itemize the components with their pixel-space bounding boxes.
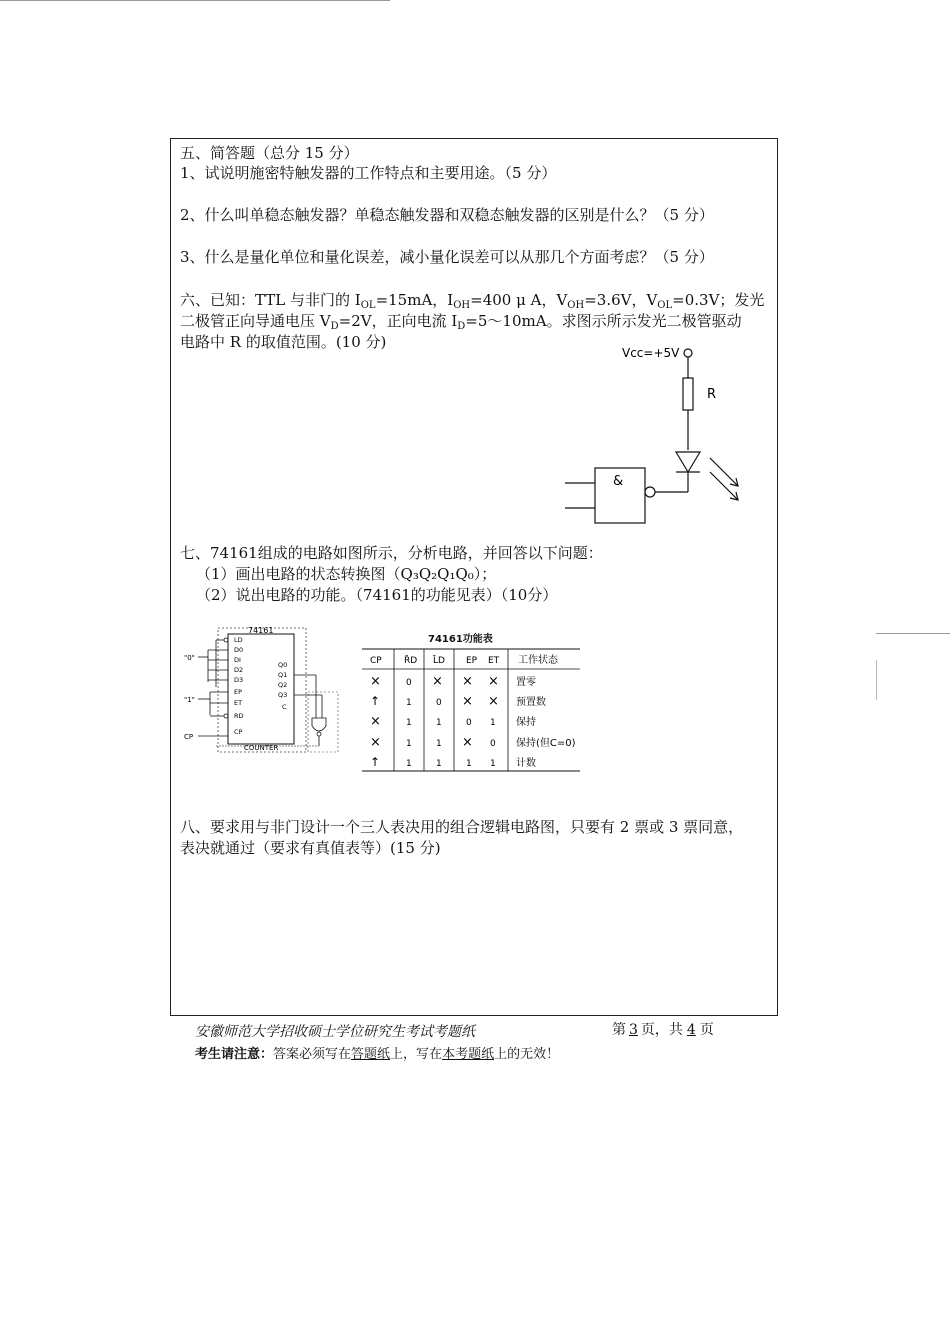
tbl-r3-state: 保持(但C=0) (516, 738, 576, 749)
s6-l1-sub3: OH (567, 300, 585, 311)
tbl-r3-ld: 1 (436, 739, 442, 749)
tbl-r2-ep: 0 (466, 718, 472, 728)
tbl-h-state: 工作状态 (518, 655, 558, 666)
tbl-r3-rd: 1 (406, 739, 412, 749)
scan-mark-right (876, 660, 877, 700)
chip-pin-ld: LD (234, 636, 243, 644)
nand-bubble (645, 487, 655, 497)
scan-line-right (876, 633, 950, 634)
tbl-r1-rd: 1 (406, 698, 412, 708)
tbl-r4-state: 计数 (516, 758, 536, 769)
section5-q2: 2、什么叫单稳态触发器？单稳态触发器和双稳态触发器的区别是什么？（5 分） (180, 206, 714, 224)
label-zero: "0" (184, 654, 195, 662)
chip-pin-d0: D0 (234, 646, 244, 654)
chip-pin-q0: Q0 (278, 661, 288, 669)
chip-pin-d2: D2 (234, 666, 244, 674)
section7-line1: 七、74161组成的电路如图所示，分析电路，并回答以下问题： (180, 544, 603, 562)
vcc-label: Vcc=+5V (622, 346, 680, 360)
tbl-r2-cp: × (370, 714, 381, 729)
tbl-h-ld: L̄D (433, 656, 445, 666)
tbl-r2-ld: 1 (436, 718, 442, 728)
led-arrow-1 (710, 458, 738, 486)
s6-l2-sub1: D (330, 321, 339, 332)
s6-l1-c: =400 μ A，V (470, 291, 568, 309)
notice-e: 上的无效！ (494, 1047, 560, 1062)
vcc-terminal (684, 349, 692, 357)
tbl-r0-ld: × (432, 674, 443, 689)
tbl-h-et: ET (488, 656, 500, 666)
section7-line3: （2）说出电路的功能。（74161的功能见表）（10分） (196, 586, 558, 604)
resistor-label: R (707, 387, 717, 402)
section5-q3: 3、什么是量化单位和量化误差，减小量化误差可以从那几个方面考虑？（5 分） (180, 248, 714, 266)
chip-pin-q2: Q2 (278, 681, 288, 689)
notice-d: 本考题纸 (442, 1047, 495, 1062)
nand-symbol: & (613, 474, 624, 489)
s6-l2-a: 二极管正向导通电压 V (180, 312, 331, 330)
footer-school: 安徽师范大学招收硕士学位研究生考试考题纸 (195, 1024, 475, 1040)
section5-q1: 1、试说明施密特触发器的工作特点和主要用途。（5 分） (180, 164, 557, 182)
chip-pin-et: ET (234, 699, 243, 707)
feedback-bubble (317, 732, 321, 736)
s6-l1-sub2: OH (453, 300, 471, 311)
func-table (362, 645, 584, 775)
tbl-r1-state: 预置数 (516, 697, 546, 708)
chip-pin-d1: DI (234, 656, 241, 664)
s6-l2-b: =2V，正向电流 I (338, 312, 458, 330)
s6-l1-d: =3.6V，V (584, 291, 658, 309)
tbl-r0-state: 置零 (516, 677, 536, 688)
chip-pin-q3: Q3 (278, 691, 288, 699)
tbl-r4-et: 1 (490, 759, 496, 769)
tbl-h-rd: R̄D (404, 656, 418, 666)
s6-l1-a: 六、已知：TTL 与非门的 I (180, 291, 361, 309)
chip-pin-ep: EP (234, 688, 243, 696)
page-mid: 页，共 (640, 1022, 683, 1038)
counter-74161-circuit (178, 622, 348, 758)
tbl-r3-ep: × (462, 735, 473, 750)
section7-line2: （1）画出电路的状态转换图（Q₃Q₂Q₁Q₀）； (196, 565, 497, 583)
tbl-r3-cp: × (370, 735, 381, 750)
footer-notice (195, 1043, 559, 1062)
tbl-r2-et: 1 (490, 718, 496, 728)
s6-l2-c: =5～10mA。求图示所示发光二极管驱动 (465, 312, 742, 330)
tbl-r4-rd: 1 (406, 759, 412, 769)
notice-a: 答案必须写在 (273, 1047, 352, 1062)
nand-gate-feedback (312, 718, 326, 731)
section8-line2: 表决就通过（要求有真值表等）(15 分) (180, 839, 441, 857)
chip-dashed-border (218, 628, 306, 752)
feedback-dashed-box (308, 692, 338, 752)
section8-line1: 八、要求用与非门设计一个三人表决用的组合逻辑电路图，只要有 2 票或 3 票同意， (180, 818, 744, 836)
tbl-h-cp: CP (370, 656, 382, 666)
s6-l1-sub1: OL (360, 300, 376, 311)
tbl-r3-et: 0 (490, 739, 496, 749)
tbl-r0-ep: × (462, 674, 473, 689)
label-cp: CP (184, 733, 194, 741)
notice-label: 考生请注意： (195, 1047, 274, 1062)
chip-pin-q1: Q1 (278, 671, 288, 679)
tbl-r4-cp: ↑ (370, 755, 381, 769)
page-total: 4 (686, 1022, 696, 1038)
s6-l1-sub4: OL (657, 300, 673, 311)
tbl-r0-et: × (488, 674, 499, 689)
section6-line3: 电路中 R 的取值范围。(10 分) (180, 333, 387, 351)
tbl-r4-ld: 1 (436, 759, 442, 769)
s6-l1-b: =15mA，I (375, 291, 454, 309)
rd-bubble (224, 714, 228, 718)
page-current: 3 (629, 1022, 638, 1038)
footer-page (612, 1019, 714, 1039)
tbl-r0-rd: 0 (406, 678, 412, 688)
section5-heading: 五、简答题（总分 15 分） (180, 144, 359, 162)
tbl-h-ep: EP (466, 656, 478, 666)
tbl-r4-ep: 1 (466, 759, 472, 769)
chip-title: 74161 (248, 626, 274, 635)
func-table-title: 74161功能表 (428, 634, 493, 645)
notice-b: 答题纸 (351, 1047, 391, 1062)
page-suffix: 页 (699, 1022, 714, 1038)
s6-l1-e: =0.3V；发光 (672, 291, 765, 309)
tbl-r2-state: 保持 (516, 717, 536, 728)
tbl-r1-ep: × (462, 694, 473, 709)
chip-bottom-label: COUNTER (244, 744, 279, 752)
tbl-r0-cp: × (370, 674, 381, 689)
tbl-r2-rd: 1 (406, 718, 412, 728)
scan-line-top (0, 0, 390, 1)
ld-bubble (224, 638, 228, 642)
led-diode (676, 452, 700, 472)
label-one: "1" (184, 696, 195, 704)
chip-pin-rd: RD (234, 712, 244, 720)
tbl-r1-et: × (488, 694, 499, 709)
led-arrow-2 (710, 472, 738, 500)
s6-l2-sub2: D (457, 321, 466, 332)
chip-pin-c: C (282, 703, 287, 711)
tbl-r1-cp: ↑ (370, 694, 381, 708)
chip-pin-d3: D3 (234, 676, 244, 684)
tbl-r1-ld: 0 (436, 698, 442, 708)
notice-c: 上，写在 (390, 1047, 443, 1062)
page-prefix: 第 (612, 1022, 626, 1038)
resistor-r (683, 378, 693, 410)
chip-pin-cp: CP (234, 728, 243, 736)
led-driver-circuit (560, 340, 760, 530)
